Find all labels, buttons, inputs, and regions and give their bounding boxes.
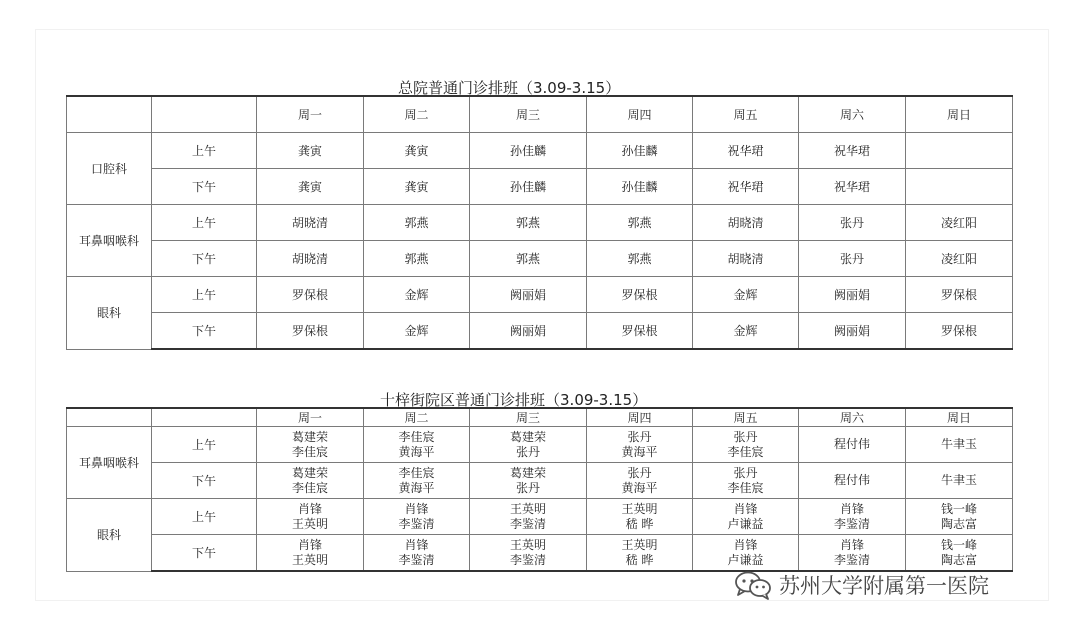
doctor-cell xyxy=(799,427,906,463)
doctor-cell xyxy=(693,463,799,499)
doctor-name: 钱一峰 xyxy=(940,501,977,516)
doctor-cell xyxy=(364,463,470,499)
doctor-cell xyxy=(906,133,1013,169)
doctor-cell: 胡晓清 xyxy=(693,241,799,277)
doctor-cell xyxy=(906,499,1013,535)
doctor-name: 卢谦益 xyxy=(727,552,764,567)
doctor-name: 王英明 xyxy=(291,516,328,531)
day-header: 周一 xyxy=(257,96,364,133)
doctor-cell xyxy=(693,427,799,463)
doctor-cell xyxy=(364,427,470,463)
period-label: 上午 xyxy=(152,133,257,169)
main-campus-schedule-table xyxy=(66,95,1013,350)
doctor-cell xyxy=(470,463,587,499)
doctor-name: 肖锋 xyxy=(404,501,429,516)
watermark-text: 苏州大学附属第一医院 xyxy=(779,574,989,598)
header-row xyxy=(67,96,1013,133)
doctor-name: 李佳宸 xyxy=(291,480,328,495)
doctor-name: 肖锋 xyxy=(297,537,322,552)
doctor-cell: 金辉 xyxy=(693,277,799,313)
doctor-name: 张丹 xyxy=(627,429,652,444)
doctor-name: 王英明 xyxy=(621,501,658,516)
doctor-name: 肖锋 xyxy=(404,537,429,552)
doctor-cell: 孙佳麟 xyxy=(587,133,693,169)
doctor-cell xyxy=(906,535,1013,572)
doctor-cell xyxy=(257,427,364,463)
doctor-name: 葛建荣 xyxy=(509,465,546,480)
doctor-cell: 孙佳麟 xyxy=(470,169,587,205)
doctor-cell: 郭燕 xyxy=(364,241,470,277)
doctor-cell: 郭燕 xyxy=(587,241,693,277)
doctor-name: 李佳宸 xyxy=(398,429,435,444)
doctor-cell xyxy=(364,499,470,535)
doctor-cell: 罗保根 xyxy=(906,277,1013,313)
doctor-name: 李鉴清 xyxy=(398,516,435,531)
doctor-name: 李鉴清 xyxy=(509,516,546,531)
doctor-name: 王英明 xyxy=(291,552,328,567)
doctor-cell xyxy=(906,463,1013,499)
doctor-name: 牛聿玉 xyxy=(940,437,977,451)
main-campus-title: 总院普通门诊排班（3.09-3.15） xyxy=(398,79,621,97)
doctor-name: 嵇 晔 xyxy=(625,516,654,531)
doctor-cell: 祝华珺 xyxy=(693,133,799,169)
doctor-cell: 胡晓清 xyxy=(693,205,799,241)
period-label: 下午 xyxy=(152,241,257,277)
doctor-name: 李鉴清 xyxy=(833,552,870,567)
doctor-cell: 祝华珺 xyxy=(799,133,906,169)
period-label: 下午 xyxy=(152,313,257,350)
doctor-cell xyxy=(587,535,693,572)
doctor-cell xyxy=(470,535,587,572)
doctor-cell xyxy=(906,169,1013,205)
doctor-cell xyxy=(470,499,587,535)
doctor-name: 嵇 晔 xyxy=(625,552,654,567)
doctor-cell: 罗保根 xyxy=(257,313,364,350)
period-label: 下午 xyxy=(152,463,257,499)
doctor-cell xyxy=(257,463,364,499)
doctor-cell: 阙丽娟 xyxy=(470,313,587,350)
corner-cell xyxy=(152,408,257,427)
doctor-cell xyxy=(906,427,1013,463)
doctor-cell: 凌红阳 xyxy=(906,205,1013,241)
period-label: 上午 xyxy=(152,427,257,463)
wechat-icon xyxy=(733,570,773,600)
doctor-name: 卢谦益 xyxy=(727,516,764,531)
doctor-cell xyxy=(364,535,470,572)
doctor-cell xyxy=(799,499,906,535)
doctor-cell: 阙丽娟 xyxy=(799,277,906,313)
doctor-name: 李佳宸 xyxy=(727,480,764,495)
doctor-cell xyxy=(587,463,693,499)
day-header: 周四 xyxy=(587,408,693,427)
doctor-name: 王英明 xyxy=(509,501,546,516)
doctor-cell: 郭燕 xyxy=(587,205,693,241)
day-header: 周日 xyxy=(906,96,1013,133)
doctor-cell: 孙佳麟 xyxy=(587,169,693,205)
doctor-cell xyxy=(587,499,693,535)
period-label: 上午 xyxy=(152,205,257,241)
doctor-cell: 郭燕 xyxy=(364,205,470,241)
doctor-cell xyxy=(693,535,799,572)
department-name: 耳鼻咽喉科 xyxy=(67,427,152,499)
table-row xyxy=(67,499,1013,535)
day-header: 周二 xyxy=(364,408,470,427)
table-row xyxy=(67,463,1013,499)
corner-cell xyxy=(152,96,257,133)
period-label: 下午 xyxy=(152,535,257,572)
table-row xyxy=(67,205,1013,241)
doctor-cell: 阙丽娟 xyxy=(799,313,906,350)
doctor-cell: 阙丽娟 xyxy=(470,277,587,313)
department-name: 口腔科 xyxy=(67,133,152,205)
doctor-cell: 张丹 xyxy=(799,205,906,241)
doctor-name: 张丹 xyxy=(515,480,540,495)
doctor-cell: 罗保根 xyxy=(587,277,693,313)
doctor-cell: 张丹 xyxy=(799,241,906,277)
day-header: 周三 xyxy=(470,96,587,133)
doctor-cell: 郭燕 xyxy=(470,205,587,241)
department-name: 眼科 xyxy=(67,499,152,572)
department-name: 眼科 xyxy=(67,277,152,350)
doctor-name: 李鉴清 xyxy=(833,516,870,531)
doctor-name: 张丹 xyxy=(733,465,758,480)
shizi-campus-title: 十梓街院区普通门诊排班（3.09-3.15） xyxy=(380,391,648,409)
doctor-name: 程付伟 xyxy=(833,473,870,487)
shizi-campus-schedule-table xyxy=(66,407,1013,572)
doctor-cell: 胡晓清 xyxy=(257,241,364,277)
doctor-name: 李鉴清 xyxy=(398,552,435,567)
doctor-cell: 金辉 xyxy=(364,277,470,313)
period-label: 下午 xyxy=(152,169,257,205)
doctor-name: 肖锋 xyxy=(839,537,864,552)
day-header: 周一 xyxy=(257,408,364,427)
doctor-name: 张丹 xyxy=(627,465,652,480)
doctor-name: 钱一峰 xyxy=(940,537,977,552)
day-header: 周二 xyxy=(364,96,470,133)
doctor-cell xyxy=(693,499,799,535)
doctor-name: 黄海平 xyxy=(398,444,435,459)
day-header: 周五 xyxy=(693,96,799,133)
doctor-cell: 龚寅 xyxy=(257,169,364,205)
doctor-name: 肖锋 xyxy=(733,501,758,516)
doctor-cell: 龚寅 xyxy=(257,133,364,169)
doctor-name: 肖锋 xyxy=(733,537,758,552)
doctor-cell xyxy=(470,427,587,463)
corner-cell xyxy=(67,96,152,133)
doctor-cell xyxy=(799,535,906,572)
doctor-cell: 郭燕 xyxy=(470,241,587,277)
doctor-name: 黄海平 xyxy=(398,480,435,495)
header-row xyxy=(67,408,1013,427)
doctor-cell: 龚寅 xyxy=(364,169,470,205)
doctor-name: 葛建荣 xyxy=(291,429,328,444)
department-name: 耳鼻咽喉科 xyxy=(67,205,152,277)
doctor-cell xyxy=(257,535,364,572)
day-header: 周六 xyxy=(799,96,906,133)
doctor-cell: 罗保根 xyxy=(906,313,1013,350)
table-row xyxy=(67,277,1013,313)
table-row xyxy=(67,427,1013,463)
table-row xyxy=(67,535,1013,572)
table-row xyxy=(67,133,1013,169)
day-header: 周六 xyxy=(799,408,906,427)
doctor-name: 李佳宸 xyxy=(398,465,435,480)
doctor-name: 黄海平 xyxy=(621,444,658,459)
doctor-cell xyxy=(587,427,693,463)
doctor-cell xyxy=(799,463,906,499)
doctor-name: 葛建荣 xyxy=(509,429,546,444)
day-header: 周四 xyxy=(587,96,693,133)
doctor-cell: 龚寅 xyxy=(364,133,470,169)
doctor-cell: 罗保根 xyxy=(257,277,364,313)
doctor-name: 肖锋 xyxy=(297,501,322,516)
day-header: 周五 xyxy=(693,408,799,427)
doctor-name: 程付伟 xyxy=(833,437,870,451)
doctor-name: 张丹 xyxy=(515,444,540,459)
doctor-name: 陶志富 xyxy=(940,552,977,567)
period-label: 上午 xyxy=(152,277,257,313)
watermark xyxy=(733,570,989,600)
table-row xyxy=(67,241,1013,277)
doctor-name: 陶志富 xyxy=(940,516,977,531)
corner-cell xyxy=(67,408,152,427)
doctor-name: 王英明 xyxy=(509,537,546,552)
doctor-cell: 凌红阳 xyxy=(906,241,1013,277)
doctor-cell: 金辉 xyxy=(693,313,799,350)
doctor-name: 葛建荣 xyxy=(291,465,328,480)
doctor-name: 李鉴清 xyxy=(509,552,546,567)
table-row xyxy=(67,313,1013,350)
doctor-cell: 金辉 xyxy=(364,313,470,350)
doctor-name: 黄海平 xyxy=(621,480,658,495)
day-header: 周日 xyxy=(906,408,1013,427)
doctor-name: 牛聿玉 xyxy=(940,473,977,487)
doctor-name: 李佳宸 xyxy=(727,444,764,459)
period-label: 上午 xyxy=(152,499,257,535)
doctor-cell: 胡晓清 xyxy=(257,205,364,241)
doctor-name: 张丹 xyxy=(733,429,758,444)
doctor-cell xyxy=(257,499,364,535)
doctor-name: 王英明 xyxy=(621,537,658,552)
doctor-cell: 孙佳麟 xyxy=(470,133,587,169)
table-row xyxy=(67,169,1013,205)
doctor-cell: 祝华珺 xyxy=(799,169,906,205)
day-header: 周三 xyxy=(470,408,587,427)
doctor-cell: 祝华珺 xyxy=(693,169,799,205)
doctor-name: 肖锋 xyxy=(839,501,864,516)
doctor-cell: 罗保根 xyxy=(587,313,693,350)
doctor-name: 李佳宸 xyxy=(291,444,328,459)
